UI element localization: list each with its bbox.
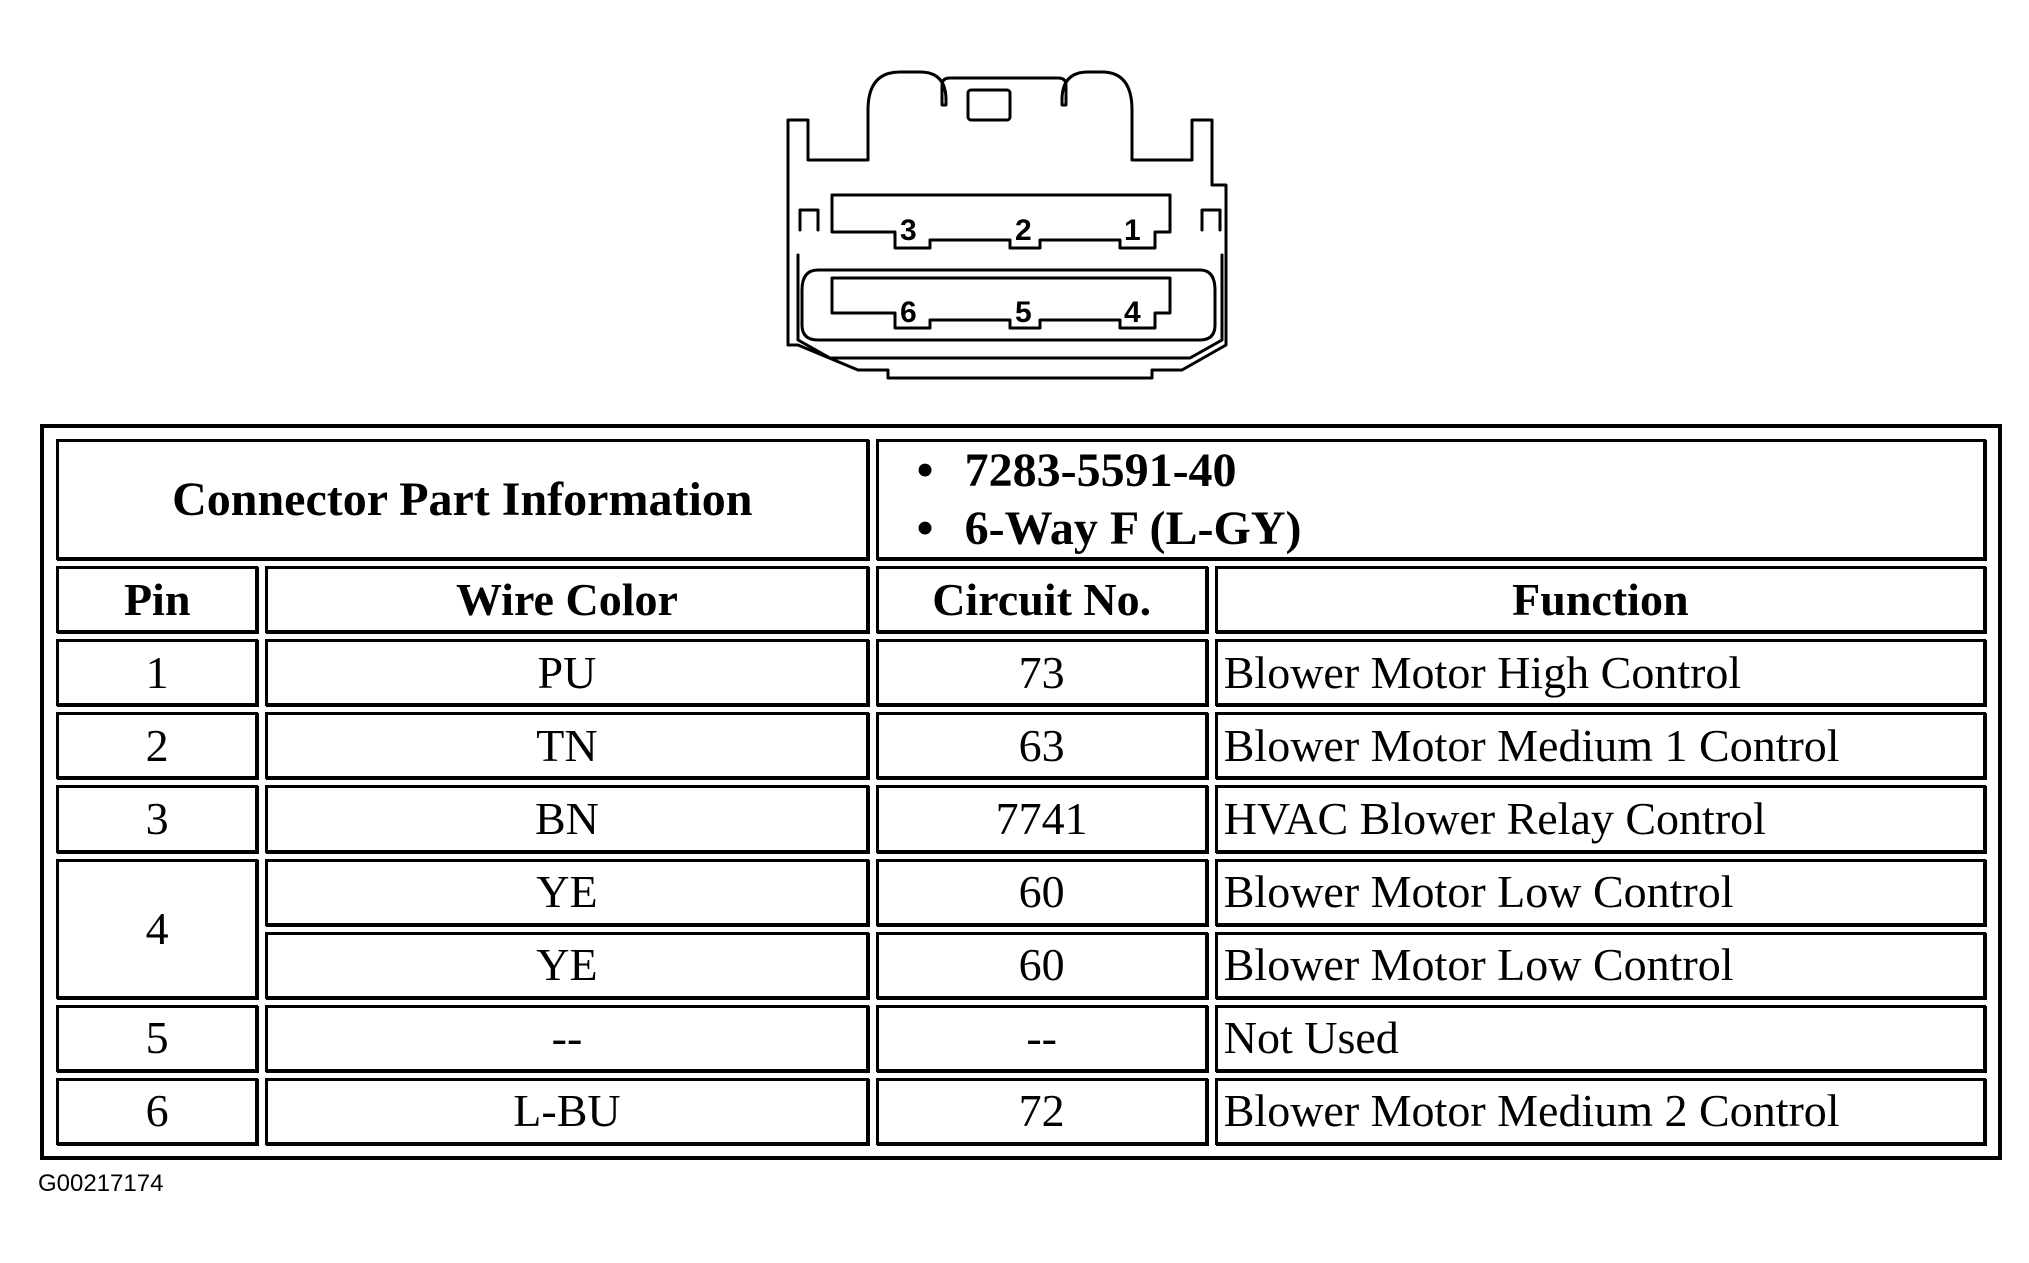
circuit-cell: 7741 xyxy=(876,785,1208,852)
circuit-cell: 60 xyxy=(876,859,1208,926)
wire-color-cell: L-BU xyxy=(265,1078,868,1145)
pin-label-2: 2 xyxy=(1015,214,1032,247)
pin-cell: 3 xyxy=(56,785,258,852)
function-cell: Blower Motor Medium 2 Control xyxy=(1215,1078,1986,1145)
wire-color-cell: YE xyxy=(265,859,868,926)
pin-label-5: 5 xyxy=(1015,296,1032,329)
table-row xyxy=(56,859,1986,926)
wire-color-cell: PU xyxy=(265,639,868,706)
wire-color-cell: YE xyxy=(265,932,868,999)
pin-label-1: 1 xyxy=(1124,214,1141,247)
pin-label-4: 4 xyxy=(1124,296,1141,329)
pin-label-3: 3 xyxy=(900,214,917,247)
pinout-table xyxy=(40,424,2002,1160)
circuit-cell: 60 xyxy=(876,932,1208,999)
header-pin: Pin xyxy=(56,566,258,633)
table-row xyxy=(56,932,1986,999)
table-row xyxy=(56,1078,1986,1145)
connector-part-info-title: Connector Part Information xyxy=(56,439,869,560)
table-row xyxy=(56,785,1986,852)
circuit-cell: -- xyxy=(876,1005,1208,1072)
function-cell: Not Used xyxy=(1215,1005,1986,1072)
connector-housing-outline xyxy=(788,72,1226,378)
header-circuit: Circuit No. xyxy=(876,566,1208,633)
part-number: • 7283-5591-40 xyxy=(965,442,1977,500)
latch-window xyxy=(968,90,1010,120)
cavity-row-top xyxy=(832,195,1170,248)
function-cell: Blower Motor Low Control xyxy=(1215,932,1986,999)
upper-rail-right xyxy=(1202,210,1220,230)
wire-color-cell: -- xyxy=(265,1005,868,1072)
image-code: G00217174 xyxy=(38,1170,164,1197)
function-cell: Blower Motor Low Control xyxy=(1215,859,1986,926)
function-cell: HVAC Blower Relay Control xyxy=(1215,785,1986,852)
cavity-row-bottom xyxy=(832,278,1170,328)
pin-cell: 1 xyxy=(56,639,258,706)
wire-color-cell: TN xyxy=(265,712,868,779)
function-cell: Blower Motor High Control xyxy=(1215,639,1986,706)
upper-rail xyxy=(800,210,818,230)
header-wire-color: Wire Color xyxy=(265,566,868,633)
pin-cell: 5 xyxy=(56,1005,258,1072)
connector-diagram xyxy=(770,60,1250,405)
wire-color-cell: BN xyxy=(265,785,868,852)
circuit-cell: 72 xyxy=(876,1078,1208,1145)
circuit-cell: 63 xyxy=(876,712,1208,779)
connector-description: • 6-Way F (L-GY) xyxy=(965,500,1977,558)
circuit-cell: 73 xyxy=(876,639,1208,706)
pin-cell: 2 xyxy=(56,712,258,779)
connector-part-info-list xyxy=(876,439,1986,560)
function-cell: Blower Motor Medium 1 Control xyxy=(1215,712,1986,779)
header-function: Function xyxy=(1215,566,1986,633)
pin-label-6: 6 xyxy=(900,296,917,329)
table-row xyxy=(56,712,1986,779)
table-row xyxy=(56,1005,1986,1072)
pin-cell: 6 xyxy=(56,1078,258,1145)
table-row xyxy=(56,639,1986,706)
pin-cell: 4 xyxy=(56,859,258,999)
